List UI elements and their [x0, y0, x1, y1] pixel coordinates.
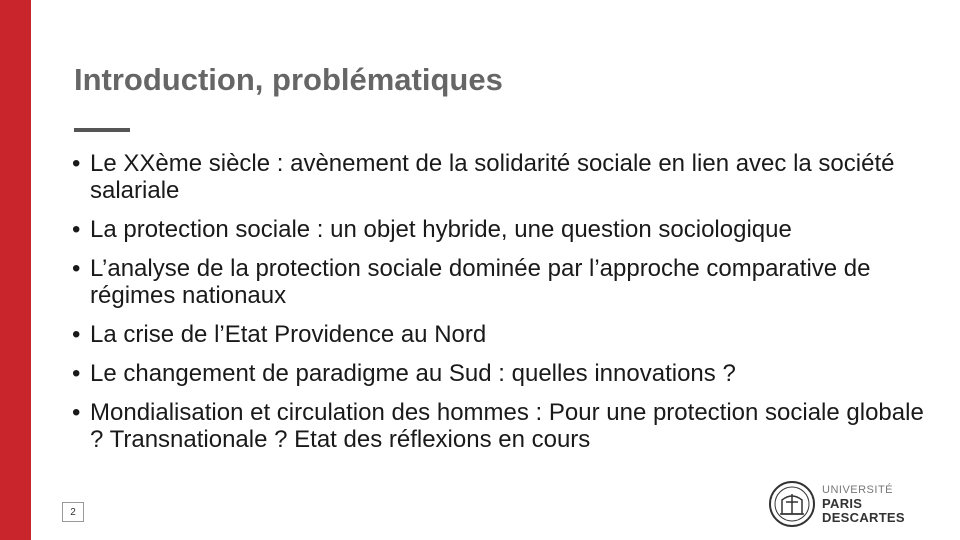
slide-title: Introduction, problématiques	[74, 62, 503, 97]
accent-side-bar	[0, 0, 31, 540]
bullet-dot: •	[72, 216, 81, 243]
bullet-item	[72, 255, 932, 309]
bullet-dot: •	[72, 321, 81, 348]
bullet-item	[72, 360, 932, 387]
bullet-item	[72, 216, 932, 243]
logo-descartes-label: DESCARTES	[822, 510, 905, 525]
university-seal-icon	[768, 480, 816, 528]
bullet-text: Le XXème siècle : avènement de la solidarité sociale en lien avec la société salariale	[90, 150, 895, 204]
page-number: 2	[62, 502, 84, 522]
bullet-dot: •	[72, 150, 81, 177]
bullet-item	[72, 321, 932, 348]
bullet-text: La crise de l’Etat Providence au Nord	[90, 321, 487, 348]
logo-paris-label: PARIS	[822, 496, 863, 511]
bullet-text: L’analyse de la protection sociale dominée par l’approche comparative de régimes nationaux	[90, 255, 871, 309]
bullet-text: Le changement de paradigme au Sud : quelles innovations ?	[90, 360, 736, 387]
logo-text	[822, 483, 905, 525]
bullet-item	[72, 150, 932, 204]
bullet-item	[72, 399, 932, 453]
bullet-dot: •	[72, 399, 81, 426]
university-logo	[768, 478, 938, 530]
bullet-dot: •	[72, 255, 81, 282]
bullet-text: Mondialisation et circulation des hommes : Pour une protection sociale globale ? Transnationale ? Etat des réflexions en cours	[90, 399, 924, 453]
bullet-text: La protection sociale : un objet hybride, une question sociologique	[90, 216, 792, 243]
bullet-list	[72, 150, 932, 465]
bullet-dot: •	[72, 360, 81, 387]
title-underline	[74, 128, 130, 132]
logo-university-label: UNIVERSITÉ	[822, 484, 894, 496]
